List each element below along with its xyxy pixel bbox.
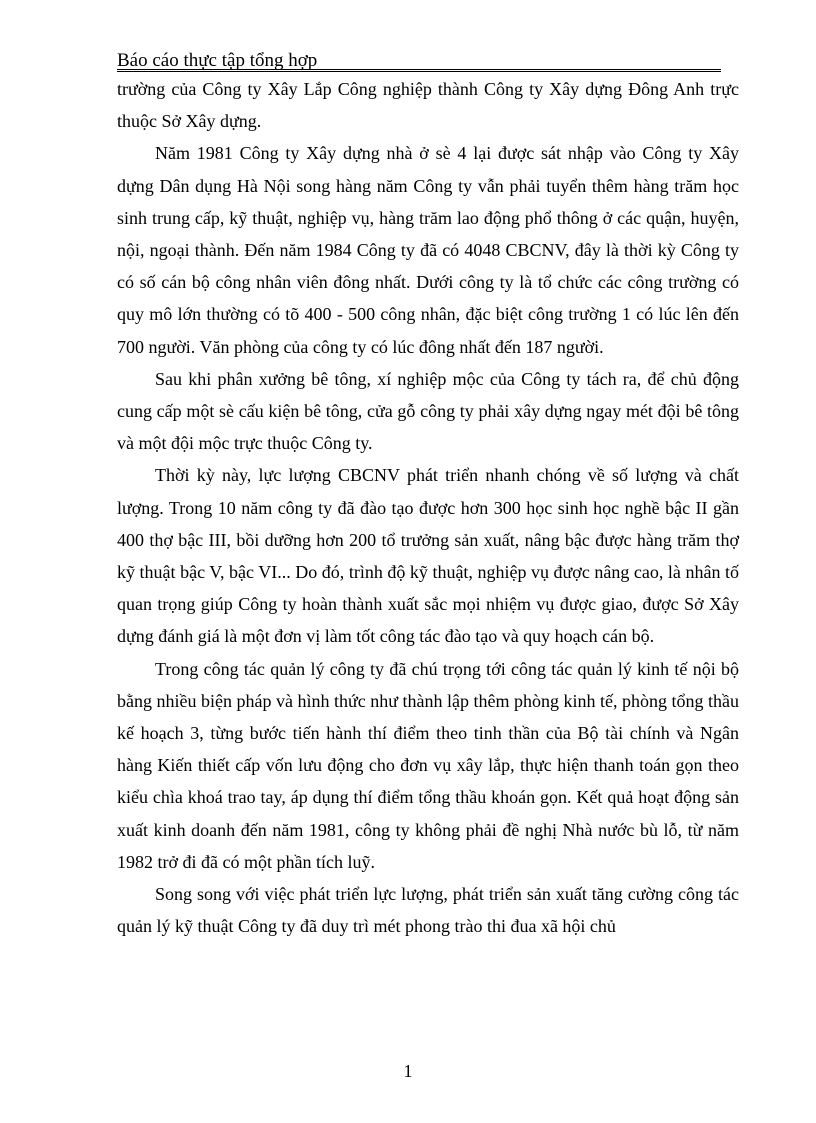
page-number: 1 [403, 1061, 413, 1081]
header-rule-top [117, 69, 721, 70]
header-rule-bottom [117, 71, 721, 72]
page-header [117, 50, 721, 74]
paragraph-continuation: trường của Công ty Xây Lắp Công nghiệp thành Công ty Xây dựng Đông Anh trực thuộc Sở Xây dựng. [117, 79, 739, 132]
paragraph: Sau khi phân xưởng bê tông, xí nghiệp mộc của Công ty tách ra, để chủ động cung cấp một sè cấu kiện bê tông, cửa gỗ công ty phải xây dựng ngay mét đội bê tông và một đội mộc trực thuộc Công ty. [117, 368, 739, 454]
document-body [117, 73, 739, 942]
header-title: Báo cáo thực tập tổng hợp [117, 50, 318, 71]
paragraph: Thời kỳ này, lực lượng CBCNV phát triển nhanh chóng về số lượng và chất lượng. Trong 10 năm công ty đã đào tạo được hơn 300 học sinh học nghề bậc II gần 400 thợ bậc III, bồi dưỡng hơn 200 tổ trưởng sản xuất, nâng bậc được hàng trăm thợ kỹ thuật bậc V, bậc VI... Do đó, trình độ kỹ thuật, nghiệp vụ được nâng cao, là nhân tố quan trọng giúp Công ty hoàn thành xuất sắc mọi nhiệm vụ được giao, được Sở Xây dựng đánh giá là một đơn vị làm tốt công tác đào tạo và quy hoạch cán bộ. [117, 465, 739, 647]
paragraph-last: Song song với việc phát triển lực lượng, phát triển sản xuất tăng cường công tác quản lý kỹ thuật Công ty đã duy trì mét phong trào thi đua xã hội chủ [117, 884, 739, 937]
paragraph: Trong công tác quản lý công ty đã chú trọng tới công tác quản lý kinh tế nội bộ bằng nhiều biện pháp và hình thức như thành lập thêm phòng kinh tế, phòng tổng thầu kế hoạch 3, từng bước tiến hành thí điểm theo tinh thần của Bộ tài chính và Ngân hàng Kiến thiết cấp vốn lưu động cho đơn vụ xây lắp, thực hiện thanh toán gọn theo kiểu chìa khoá trao tay, áp dụng thí điểm tổng thầu khoán gọn. Kết quả hoạt động sản xuất kinh doanh đến năm 1981, công ty không phải đề nghị Nhà nước bù lỗ, từ năm 1982 trở đi đã có một phần tích luỹ. [117, 658, 739, 872]
paragraph: Năm 1981 Công ty Xây dựng nhà ở sè 4 lại được sát nhập vào Công ty Xây dựng Dân dụng Hà Nội song hàng năm Công ty vẫn phải tuyển thêm hàng trăm học sinh trung cấp, kỹ thuật, nghiệp vụ, hàng trăm lao động phổ thông ở các quận, huyện, nội, ngoại thành. Đến năm 1984 Công ty đã có 4048 CBCNV, đây là thời kỳ Công ty có số cán bộ công nhân viên đông nhất. Dưới công ty là tổ chức các công trường có quy mô lớn thường có tõ 400 - 500 công nhân, đặc biệt công trường 1 có lúc lên đến 700 người. Văn phòng của công ty có lúc đông nhất đến 187 người. [117, 143, 739, 357]
